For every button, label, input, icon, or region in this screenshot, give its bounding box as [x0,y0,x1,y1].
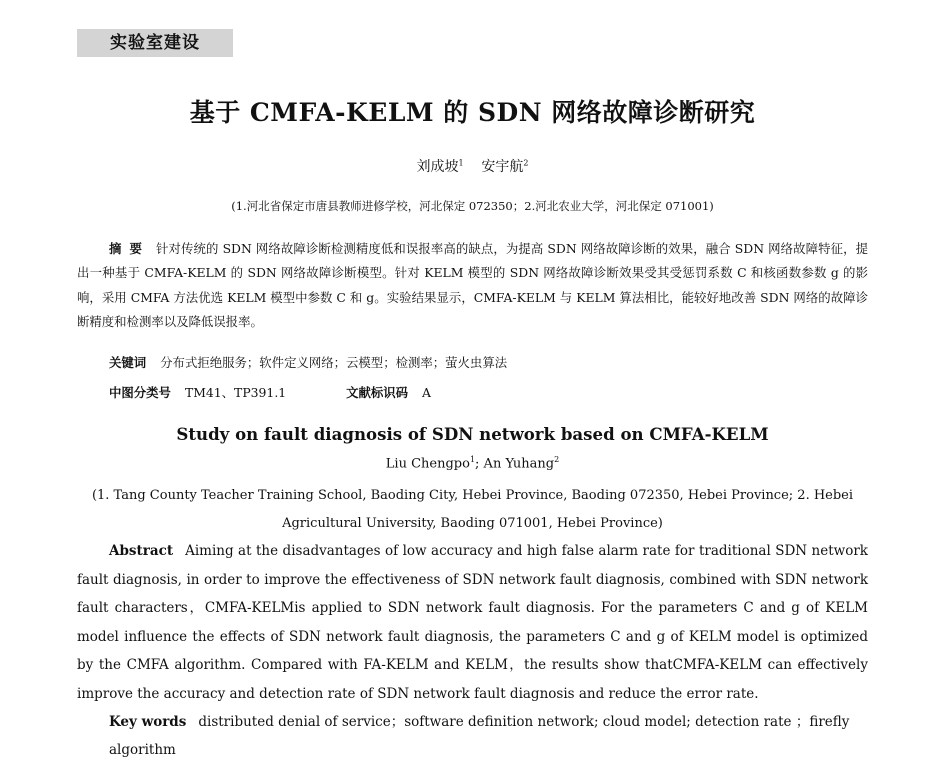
clc-value: TM41、TP391.1 [184,385,287,400]
classification-line [109,383,431,401]
english-authors [0,455,945,471]
chinese-authors [0,156,945,176]
chinese-abstract-label: 摘要 [109,241,151,256]
section-tag: 实验室建设 [77,29,233,57]
author-1: 刘成坡 [416,159,459,175]
english-author-1-mark: 1 [469,455,476,464]
english-abstract-text: Aiming at the disadvantages of low accuracy and high false alarm rate for traditional SDN network fault diagnosis, in order to improve the effectiveness of SDN network fault diagnosis, combined with SDN network fault characters，CMFA-KELMis applied to SDN network fault diagnosis. For the parameters C and g of KELM model influence the effects of SDN network fault diagnosis, the parameters C and g of KELM model is optimized by the CMFA algorithm. Compared with FA-KELM and KELM，the results show thatCMFA-KELM can effectively improve the accuracy and detection rate of SDN network fault diagnosis and reduce the error rate. [77,543,868,702]
chinese-abstract-text: 针对传统的 SDN 网络故障诊断检测精度低和误报率高的缺点，为提高 SDN 网络故障诊断的效果，融合 SDN 网络故障特征，提出一种基于 CMFA-KELM 的 SDN 网络故障诊断模型。针对 KELM 模型的 SDN 网络故障诊断效果受其受惩罚系数 C 和核函数参数 g 的影响，采用 CMFA 方法优选 KELM 模型中参数 C 和 g。实验结果显示，CMFA-KELM 与 KELM 算法相比，能较好地改善 SDN 网络的故障诊断精度和检测率以及降低误报率。 [77,241,869,329]
clc-label: 中图分类号 [109,385,171,400]
author-2: 安宇航 [481,159,524,175]
document-code-label: 文献标识码 [346,385,409,400]
english-keywords-text: distributed denial of service；software definition network; cloud model; detection rate ；firefly algorithm [109,714,850,758]
chinese-keywords [109,353,507,371]
english-author-2: ; An Yuhang [475,456,555,472]
english-author-1: Liu Chengpo [385,456,470,472]
english-abstract [77,537,868,709]
english-keywords-label: Key words [109,714,187,730]
chinese-keywords-label: 关键词 [109,355,147,370]
author-1-affiliation-mark: 1 [458,158,464,168]
chinese-title: 基于 CMFA-KELM 的 SDN 网络故障诊断研究 [189,98,756,127]
english-title: Study on fault diagnosis of SDN network based on CMFA-KELM [176,424,769,444]
document-code-value: A [422,385,431,400]
chinese-keywords-text: 分布式拒绝服务；软件定义网络；云模型；检测率；萤火虫算法 [160,355,508,370]
english-abstract-label: Abstract [109,543,174,559]
english-affiliation: (1. Tang County Teacher Training School, Baoding City, Hebei Province, Baoding 072350, Hebei Province; 2. Hebei Agricultural University, Baoding 071001, Hebei Province) [91,488,854,531]
chinese-abstract [77,237,868,334]
author-2-affiliation-mark: 2 [523,158,529,168]
english-keywords [109,708,869,764]
chinese-affiliation: (1.河北省保定市唐县教师进修学校，河北保定 072350；2.河北农业大学，河北保定 071001) [231,199,714,213]
english-author-2-mark: 2 [554,455,560,464]
